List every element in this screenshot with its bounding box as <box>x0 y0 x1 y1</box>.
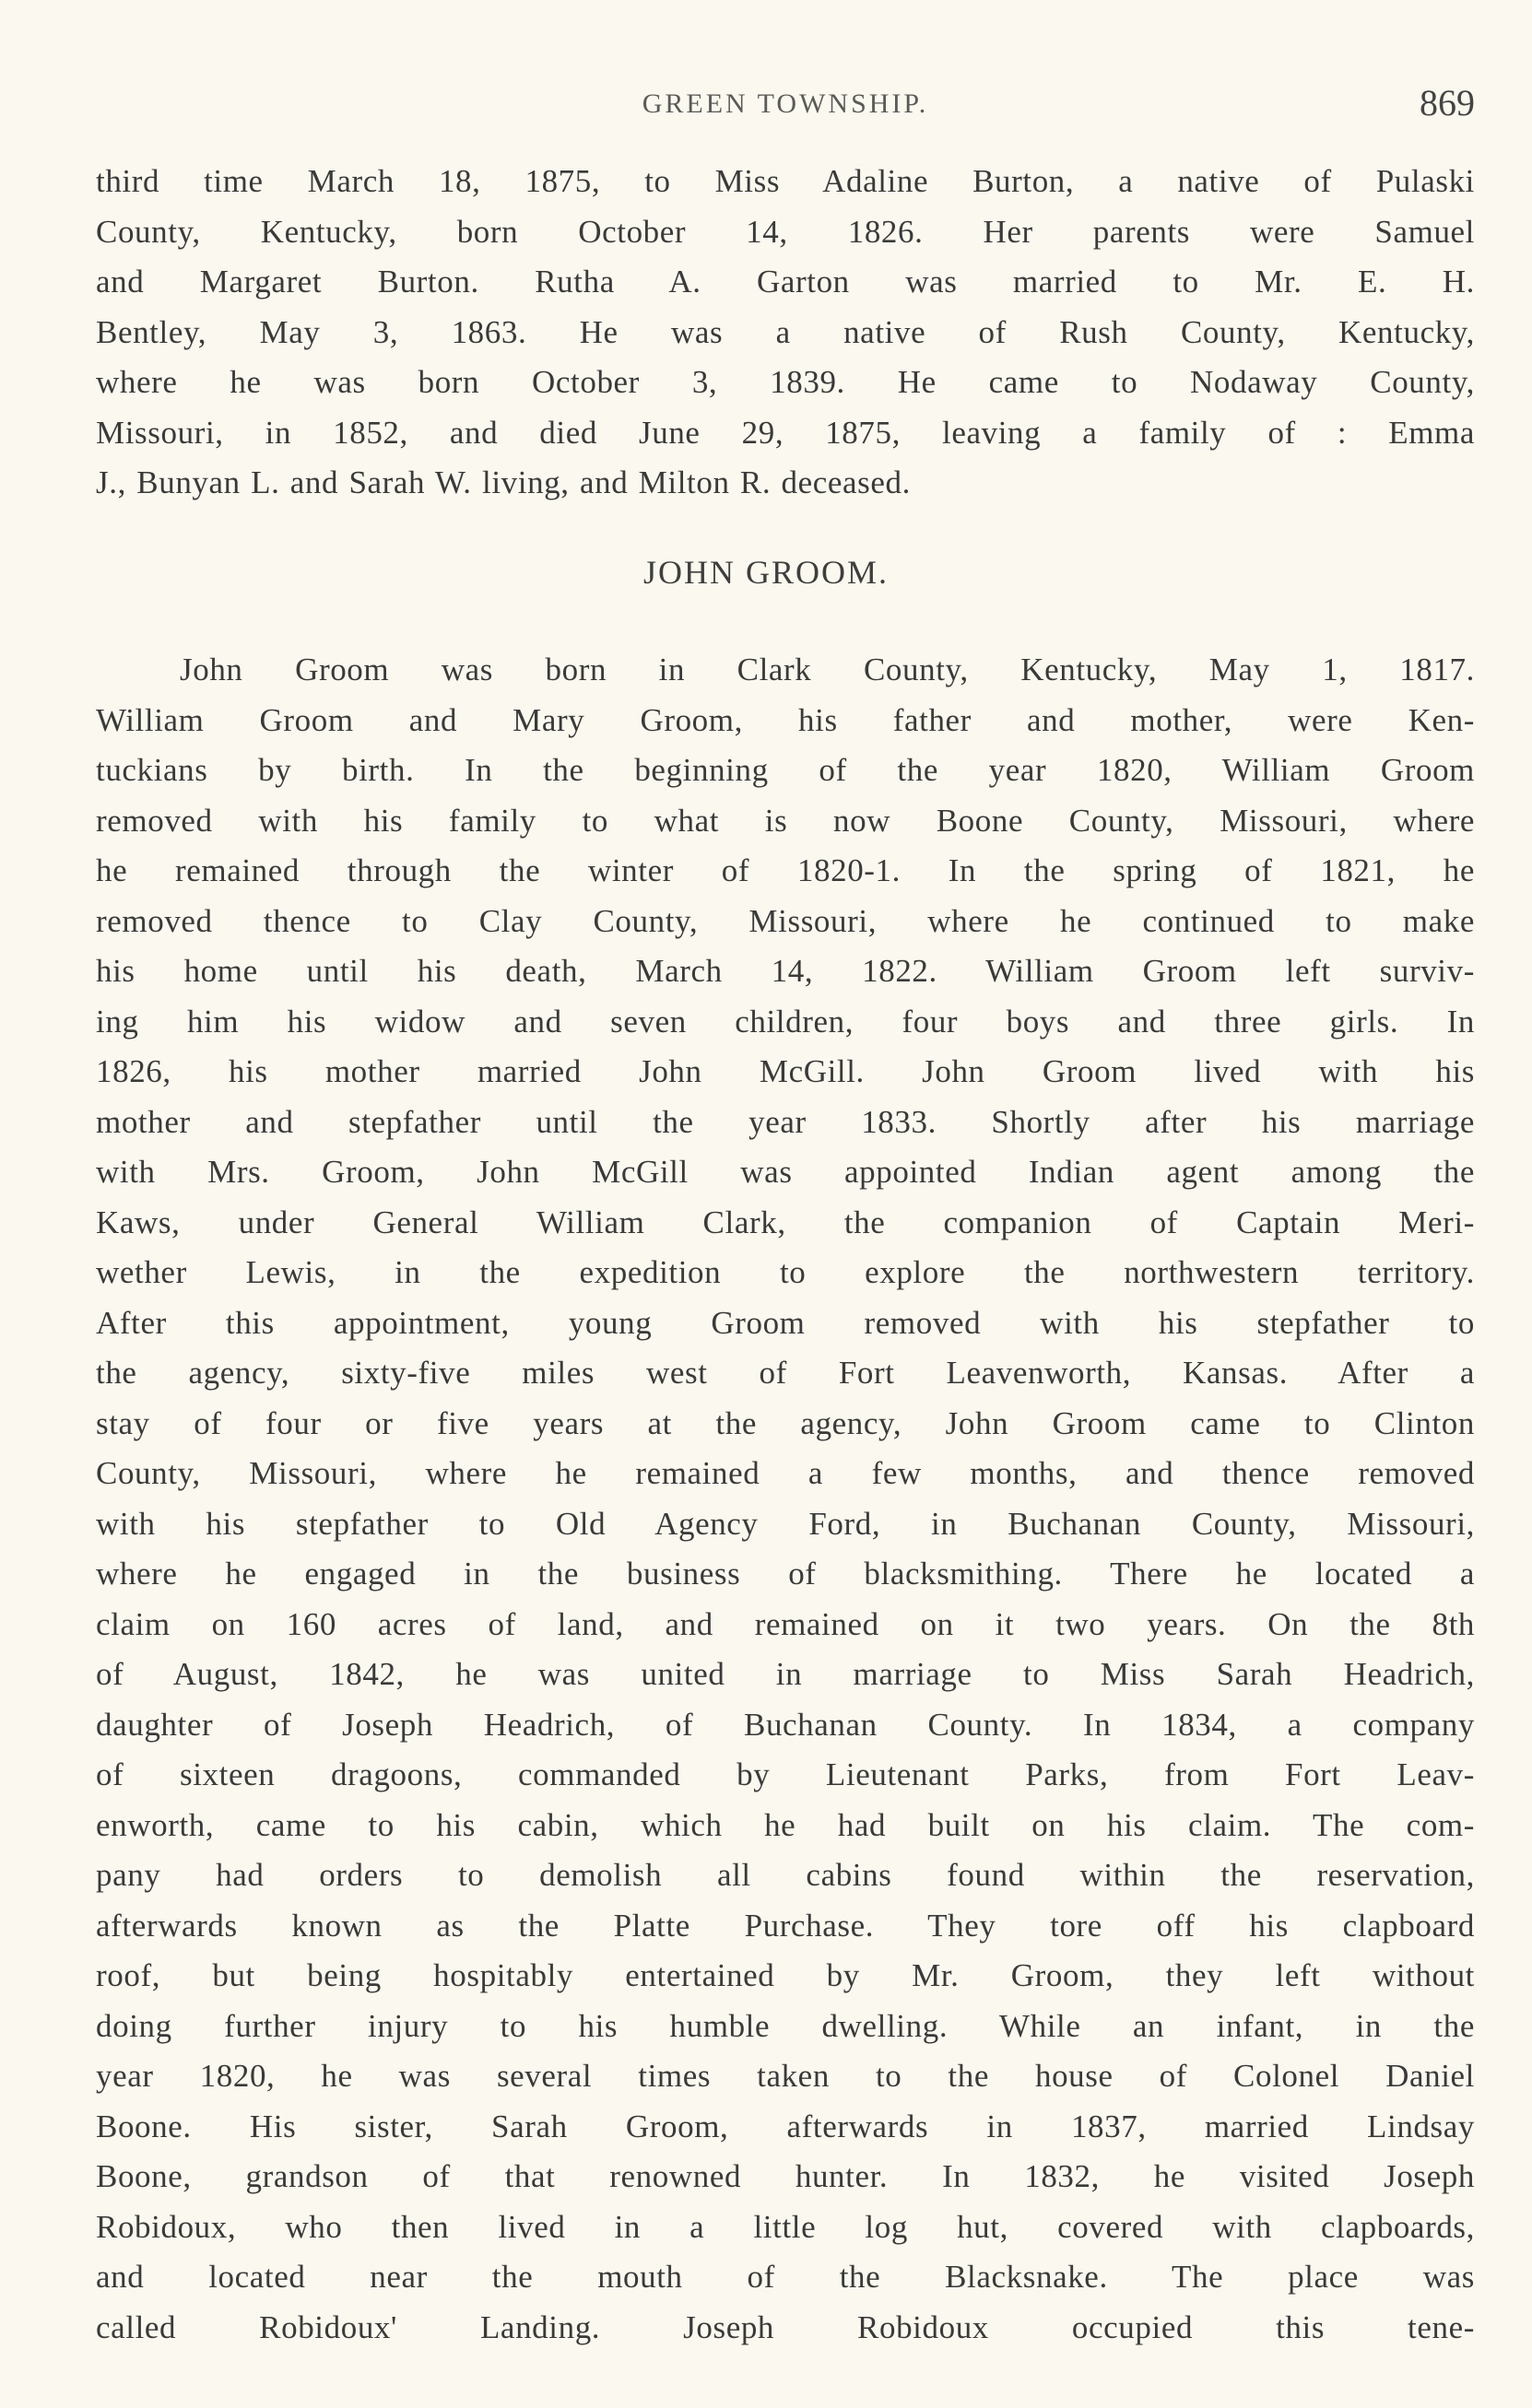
top-paragraph <box>96 157 1475 509</box>
text-line: daughter of Joseph Headrich, of Buchanan County. In 1834, a company <box>96 1706 1475 1743</box>
text-line: John Groom was born in Clark County, Kentucky, May 1, 1817. <box>180 652 1475 687</box>
page-number: 869 <box>1420 82 1475 123</box>
text-line: ing him his widow and seven children, four boys and three girls. In <box>96 1003 1475 1040</box>
text-line: where he was born October 3, 1839. He came to Nodaway County, <box>96 364 1475 400</box>
section-title: JOHN GROOM. <box>642 554 890 591</box>
text-line: claim on 160 acres of land, and remained on it two years. On the 8th <box>96 1605 1475 1642</box>
text-line: called Robidoux' Landing. Joseph Robidoux occupied this tene- <box>96 2308 1475 2345</box>
text-line: County, Kentucky, born October 14, 1826. Her parents were Samuel <box>96 213 1475 250</box>
text-line: of August, 1842, he was united in marriage to Miss Sarah Headrich, <box>96 1656 1475 1692</box>
text-line: enworth, came to his cabin, which he had built on his claim. The com- <box>96 1806 1475 1843</box>
text-line: Boone, grandson of that renowned hunter. In 1832, he visited Joseph <box>96 2158 1475 2194</box>
text-line: his home until his death, March 14, 1822. William Groom left surviv- <box>96 953 1475 989</box>
text-line: tuckians by birth. In the beginning of the year 1820, William Groom <box>96 752 1475 788</box>
text-line: J., Bunyan L. and Sarah W. living, and Milton R. deceased. <box>96 464 911 500</box>
text-line: County, Missouri, where he remained a few months, and thence removed <box>96 1455 1475 1491</box>
text-line: year 1820, he was several times taken to the house of Colonel Daniel <box>96 2058 1475 2094</box>
text-line: with Mrs. Groom, John McGill was appointed Indian agent among the <box>96 1154 1475 1190</box>
text-line: wether Lewis, in the expedition to explore the northwestern territory. <box>96 1254 1475 1290</box>
text-line: and Margaret Burton. Rutha A. Garton was married to Mr. E. H. <box>96 264 1475 300</box>
text-line: stay of four or five years at the agency, John Groom came to Clinton <box>96 1404 1475 1441</box>
text-line: of sixteen dragoons, commanded by Lieutenant Parks, from Fort Leav- <box>96 1756 1475 1792</box>
text-line: Bentley, May 3, 1863. He was a native of Rush County, Kentucky, <box>96 313 1475 350</box>
text-line: pany had orders to demolish all cabins found within the reservation, <box>96 1857 1475 1893</box>
text-line: he remained through the winter of 1820-1. In the spring of 1821, he <box>96 852 1475 888</box>
text-line: the agency, sixty-five miles west of Fort Leavenworth, Kansas. After a <box>96 1355 1475 1391</box>
text-line: After this appointment, young Groom removed with his stepfather to <box>96 1304 1475 1341</box>
text-line: afterwards known as the Platte Purchase. They tore off his clapboard <box>96 1907 1475 1944</box>
text-line: mother and stepfather until the year 1833. Shortly after his marriage <box>96 1103 1475 1140</box>
main-paragraph <box>96 645 1475 2353</box>
text-line: with his stepfather to Old Agency Ford, in Buchanan County, Missouri, <box>96 1505 1475 1542</box>
text-line: Boone. His sister, Sarah Groom, afterwards in 1837, married Lindsay <box>96 2108 1475 2144</box>
text-line: where he engaged in the business of blacksmithing. There he located a <box>96 1556 1475 1592</box>
text-line: William Groom and Mary Groom, his father and mother, were Ken- <box>96 701 1475 738</box>
text-line: Missouri, in 1852, and died June 29, 1875, leaving a family of : Emma <box>96 414 1475 451</box>
text-line: third time March 18, 1875, to Miss Adaline Burton, a native of Pulaski <box>96 163 1475 199</box>
text-line: Kaws, under General William Clark, the companion of Captain Meri- <box>96 1204 1475 1240</box>
text-line: 1826, his mother married John McGill. John Groom lived with his <box>96 1053 1475 1089</box>
running-head: GREEN TOWNSHIP. <box>642 88 929 119</box>
text-line: Robidoux, who then lived in a little log hut, covered with clapboards, <box>96 2208 1475 2245</box>
page-header <box>96 81 1475 127</box>
text-line: and located near the mouth of the Blacksnake. The place was <box>96 2259 1475 2295</box>
text-line: removed with his family to what is now Boone County, Missouri, where <box>96 802 1475 839</box>
text-line: doing further injury to his humble dwelling. While an infant, in the <box>96 2007 1475 2044</box>
text-line: removed thence to Clay County, Missouri, where he continued to make <box>96 902 1475 939</box>
text-line: roof, but being hospitably entertained by Mr. Groom, they left without <box>96 1957 1475 1993</box>
